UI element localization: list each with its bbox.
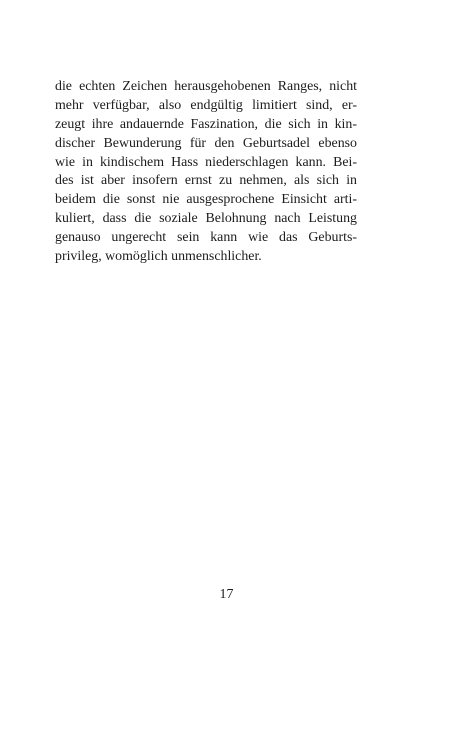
text-line: zeugt ihre andauernde Faszination, die sich in kin- xyxy=(55,116,357,132)
body-paragraph xyxy=(55,78,357,267)
text-line: beidem die sonst nie ausgesprochene Einsicht arti- xyxy=(55,192,357,208)
text-line: wie in kindischem Hass niederschlagen kann. Bei- xyxy=(55,154,357,170)
text-line: die echten Zeichen herausgehobenen Ranges, nicht xyxy=(55,79,357,94)
text-line: discher Bewunderung für den Geburtsadel ebenso xyxy=(55,135,357,151)
text-line: kuliert, dass die soziale Belohnung nach Leistung xyxy=(55,211,357,227)
text-line: des ist aber insofern ernst zu nehmen, als sich in xyxy=(55,173,357,189)
text-line: genauso ungerecht sein kann wie das Geburts- xyxy=(55,230,357,246)
text-line: mehr verfügbar, also endgültig limitiert sind, er- xyxy=(55,97,357,113)
text-line-last: privileg, womöglich unmenschlicher. xyxy=(55,249,262,265)
page-number: 17 xyxy=(219,587,234,602)
